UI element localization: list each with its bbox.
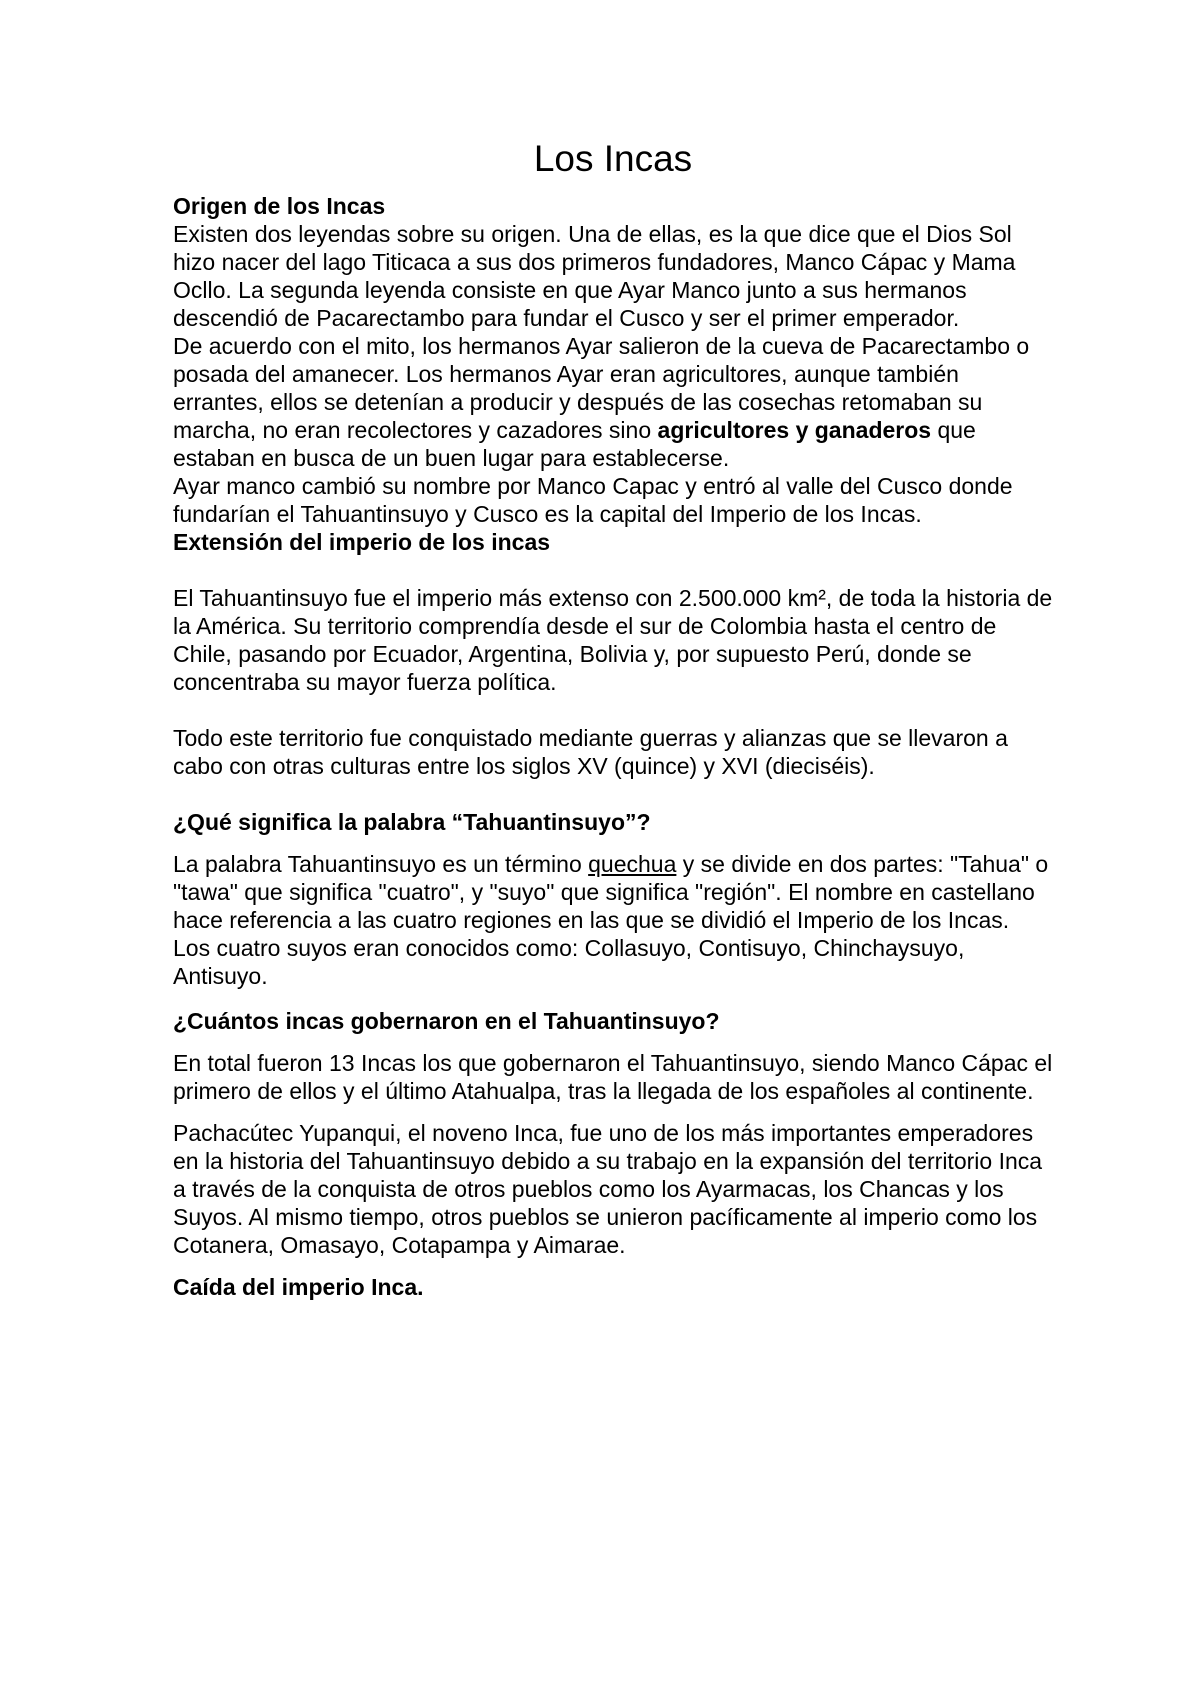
paragraph-gobernantes-1: En total fueron 13 Incas los que gobernaron el Tahuantinsuyo, siendo Manco Cápac el primero de ellos y el último Atahualpa, tras la llegada de los españoles al continente. xyxy=(173,1050,1053,1104)
section-heading-origen: Origen de los Incas xyxy=(173,193,386,219)
paragraph-significado-2: Los cuatro suyos eran conocidos como: Collasuyo, Contisuyo, Chinchaysuyo, Antisuyo. xyxy=(173,935,965,989)
paragraph-text: La palabra Tahuantinsuyo es un término xyxy=(173,851,589,877)
paragraph-origen-3: Ayar manco cambió su nombre por Manco Capac y entró al valle del Cusco donde fundarían el Tahuantinsuyo y Cusco es la capital del Imperio de los Incas. xyxy=(173,473,1013,527)
paragraph-origen-2 xyxy=(173,332,1053,472)
section-heading-extension: Extensión del imperio de los incas xyxy=(173,529,551,555)
paragraph-extension-2: Todo este territorio fue conquistado mediante guerras y alianzas que se llevaron a cabo con otras culturas entre los siglos XV (quince) y XVI (dieciséis). xyxy=(173,725,1008,779)
blank-line xyxy=(173,696,1053,724)
section-heading-caida: Caída del imperio Inca. xyxy=(173,1274,424,1300)
paragraph-text: y se divide en dos partes: "Tahua" o "tawa" que significa "cuatro", y "suyo" que significa "región". El nombre en castellano hace referencia a las cuatro regiones en las que se dividió el Imperio de los Incas. xyxy=(173,851,1049,933)
quechua-link[interactable]: quechua xyxy=(588,851,677,877)
paragraph-extension-1: El Tahuantinsuyo fue el imperio más extenso con 2.500.000 km², de toda la historia de la América. Su territorio comprendía desde el sur de Colombia hasta el centro de Chile, pasando por Ecuador, Argentina, Bolivia y, por supuesto Perú, donde se concentraba su mayor fuerza política. xyxy=(173,585,1053,695)
bold-phrase: agricultores y ganaderos xyxy=(657,417,932,443)
blank-line xyxy=(173,556,1053,584)
document-page xyxy=(173,138,1053,1301)
paragraph-significado-1 xyxy=(173,850,1053,934)
paragraph-gobernantes-2: Pachacútec Yupanqui, el noveno Inca, fue uno de los más importantes emperadores en la historia del Tahuantinsuyo debido a su trabajo en la expansión del territorio Inca a través de la conquista de otros pueblos como los Ayarmacas, los Chancas y los Suyos. Al mismo tiempo, otros pueblos se unieron pacíficamente al imperio como los Cotanera, Omasayo, Cotapampa y Aimarae. xyxy=(173,1120,1043,1258)
section-heading-gobernantes: ¿Cuántos incas gobernaron en el Tahuantinsuyo? xyxy=(173,1008,720,1034)
paragraph-text: De acuerdo con el mito, los hermanos Ayar salieron de la cueva de Pacarectambo o posada del amanecer. Los hermanos Ayar eran agricultores, aunque también errantes, ellos se detenían a producir y después de las cosechas retomaban su marcha, no eran recolectores y cazadores sino xyxy=(173,333,1030,443)
paragraph-origen-1: Existen dos leyendas sobre su origen. Una de ellas, es la que dice que el Dios Sol hizo nacer del lago Titicaca a sus dos primeros fundadores, Manco Cápac y Mama Ocllo. La segunda leyenda consiste en que Ayar Manco junto a sus hermanos descendió de Pacarectambo para fundar el Cusco y ser el primer emperador. xyxy=(173,221,1016,331)
paragraph-text: que estaban en busca de un buen lugar para establecerse. xyxy=(173,417,976,471)
page-title: Los Incas xyxy=(533,138,693,179)
section-heading-significado: ¿Qué significa la palabra “Tahuantinsuyo”? xyxy=(173,809,651,835)
